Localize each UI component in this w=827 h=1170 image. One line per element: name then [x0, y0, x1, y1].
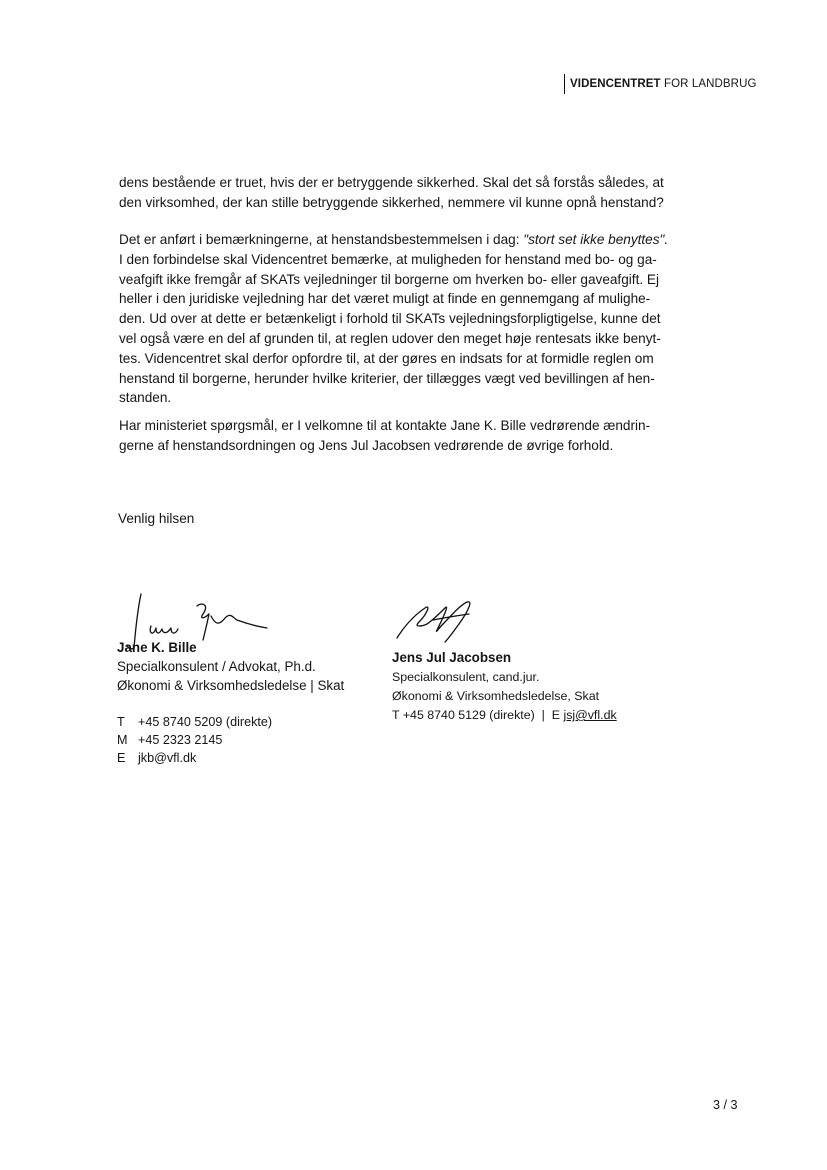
- email-link[interactable]: jsj@vfl.dk: [563, 708, 617, 722]
- phone-number: +45 8740 5129 (direkte): [402, 708, 535, 722]
- text-line: den virksomhed, der kan stille betryggende sikkerhed, nemmere vil kunne opnå henstand?: [119, 194, 664, 210]
- closing-greeting: Venlig hilsen: [118, 511, 195, 526]
- paragraph-1: [119, 173, 679, 213]
- signatory-title: Specialkonsulent / Advokat, Ph.d.: [117, 659, 316, 674]
- phone-number: +45 8740 5209 (direkte): [138, 715, 273, 729]
- contact-block-left: [117, 713, 272, 767]
- signatory-title: Specialkonsulent, cand.jur.: [392, 670, 540, 684]
- signatory-name: Jens Jul Jacobsen: [392, 650, 512, 665]
- quoted-text: "stort set ikke benyttes".: [523, 232, 669, 247]
- text-line: Har ministeriet spørgsmål, er I velkomne til at kontakte Jane K. Bille vedrørende ændrin-: [119, 418, 651, 433]
- paragraph-2: [119, 230, 679, 408]
- phone-label: T: [117, 715, 125, 729]
- email-label: E: [117, 751, 126, 765]
- separator: |: [541, 708, 545, 722]
- logo-header: [564, 74, 757, 94]
- signatory-right-details: [392, 668, 617, 725]
- text-line: den. Ud over at dette er betænkeligt i forhold til SKATs vejledningsforpligtigelse, kunne det: [119, 311, 661, 327]
- contact-row: [392, 706, 617, 725]
- signatory-name: Jane K. Bille: [117, 640, 197, 655]
- mobile-number: +45 2323 2145: [138, 733, 223, 747]
- email-label: E: [551, 708, 560, 722]
- signatory-left: [117, 639, 344, 695]
- mobile-label: M: [117, 733, 128, 747]
- handwritten-signature-right: [393, 598, 483, 644]
- text-line-prefix: Det er anført i bemærkningerne, at henstandsbestemmelsen i dag:: [119, 232, 524, 247]
- logo-bold-text: VIDENCENTRET: [570, 78, 661, 90]
- signatory-right: [392, 649, 511, 667]
- page-number: 3 / 3: [713, 1098, 738, 1112]
- paragraph-3: [119, 416, 679, 456]
- text-line: veafgift ikke fremgår af SKATs vejledninger til borgerne om hverken bo- eller gaveafgift. Ej: [119, 271, 659, 287]
- email-address: jkb@vfl.dk: [138, 751, 197, 765]
- signatory-department: Økonomi & Virksomhedsledelse, Skat: [392, 689, 600, 703]
- text-line: standen.: [119, 390, 172, 406]
- text-line: [119, 230, 679, 250]
- text-line: I den forbindelse skal Videncentret bemærke, at muligheden for henstand med bo- og ga-: [119, 251, 657, 267]
- text-line: gerne af henstandsordningen og Jens Jul Jacobsen vedrørende de øvrige forhold.: [119, 437, 614, 453]
- contact-mobile-row: [117, 731, 272, 749]
- contact-phone-row: [117, 713, 272, 731]
- logo-regular-text: FOR LANDBRUG: [663, 78, 757, 90]
- signatory-department: Økonomi & Virksomhedsledelse | Skat: [117, 678, 345, 693]
- text-line: heller i den juridiske vejledning har det været muligt at finde en gennemgang af mulighe-: [119, 291, 651, 307]
- text-line: dens bestående er truet, hvis der er betryggende sikkerhed. Skal det så forstås således, at: [119, 175, 664, 190]
- text-line: tes. Videncentret skal derfor opfordre til, at der gøres en indsats for at formidle reglen om: [119, 350, 654, 366]
- text-line: vel også være en del af grunden til, at reglen udover den meget høje rentesats ikke benyt-: [119, 330, 661, 346]
- text-line: henstand til borgerne, herunder hvilke kriterier, der tillægges vægt ved bevillingen af hen-: [119, 370, 655, 386]
- phone-label: T: [392, 708, 400, 722]
- contact-email-row: [117, 749, 272, 767]
